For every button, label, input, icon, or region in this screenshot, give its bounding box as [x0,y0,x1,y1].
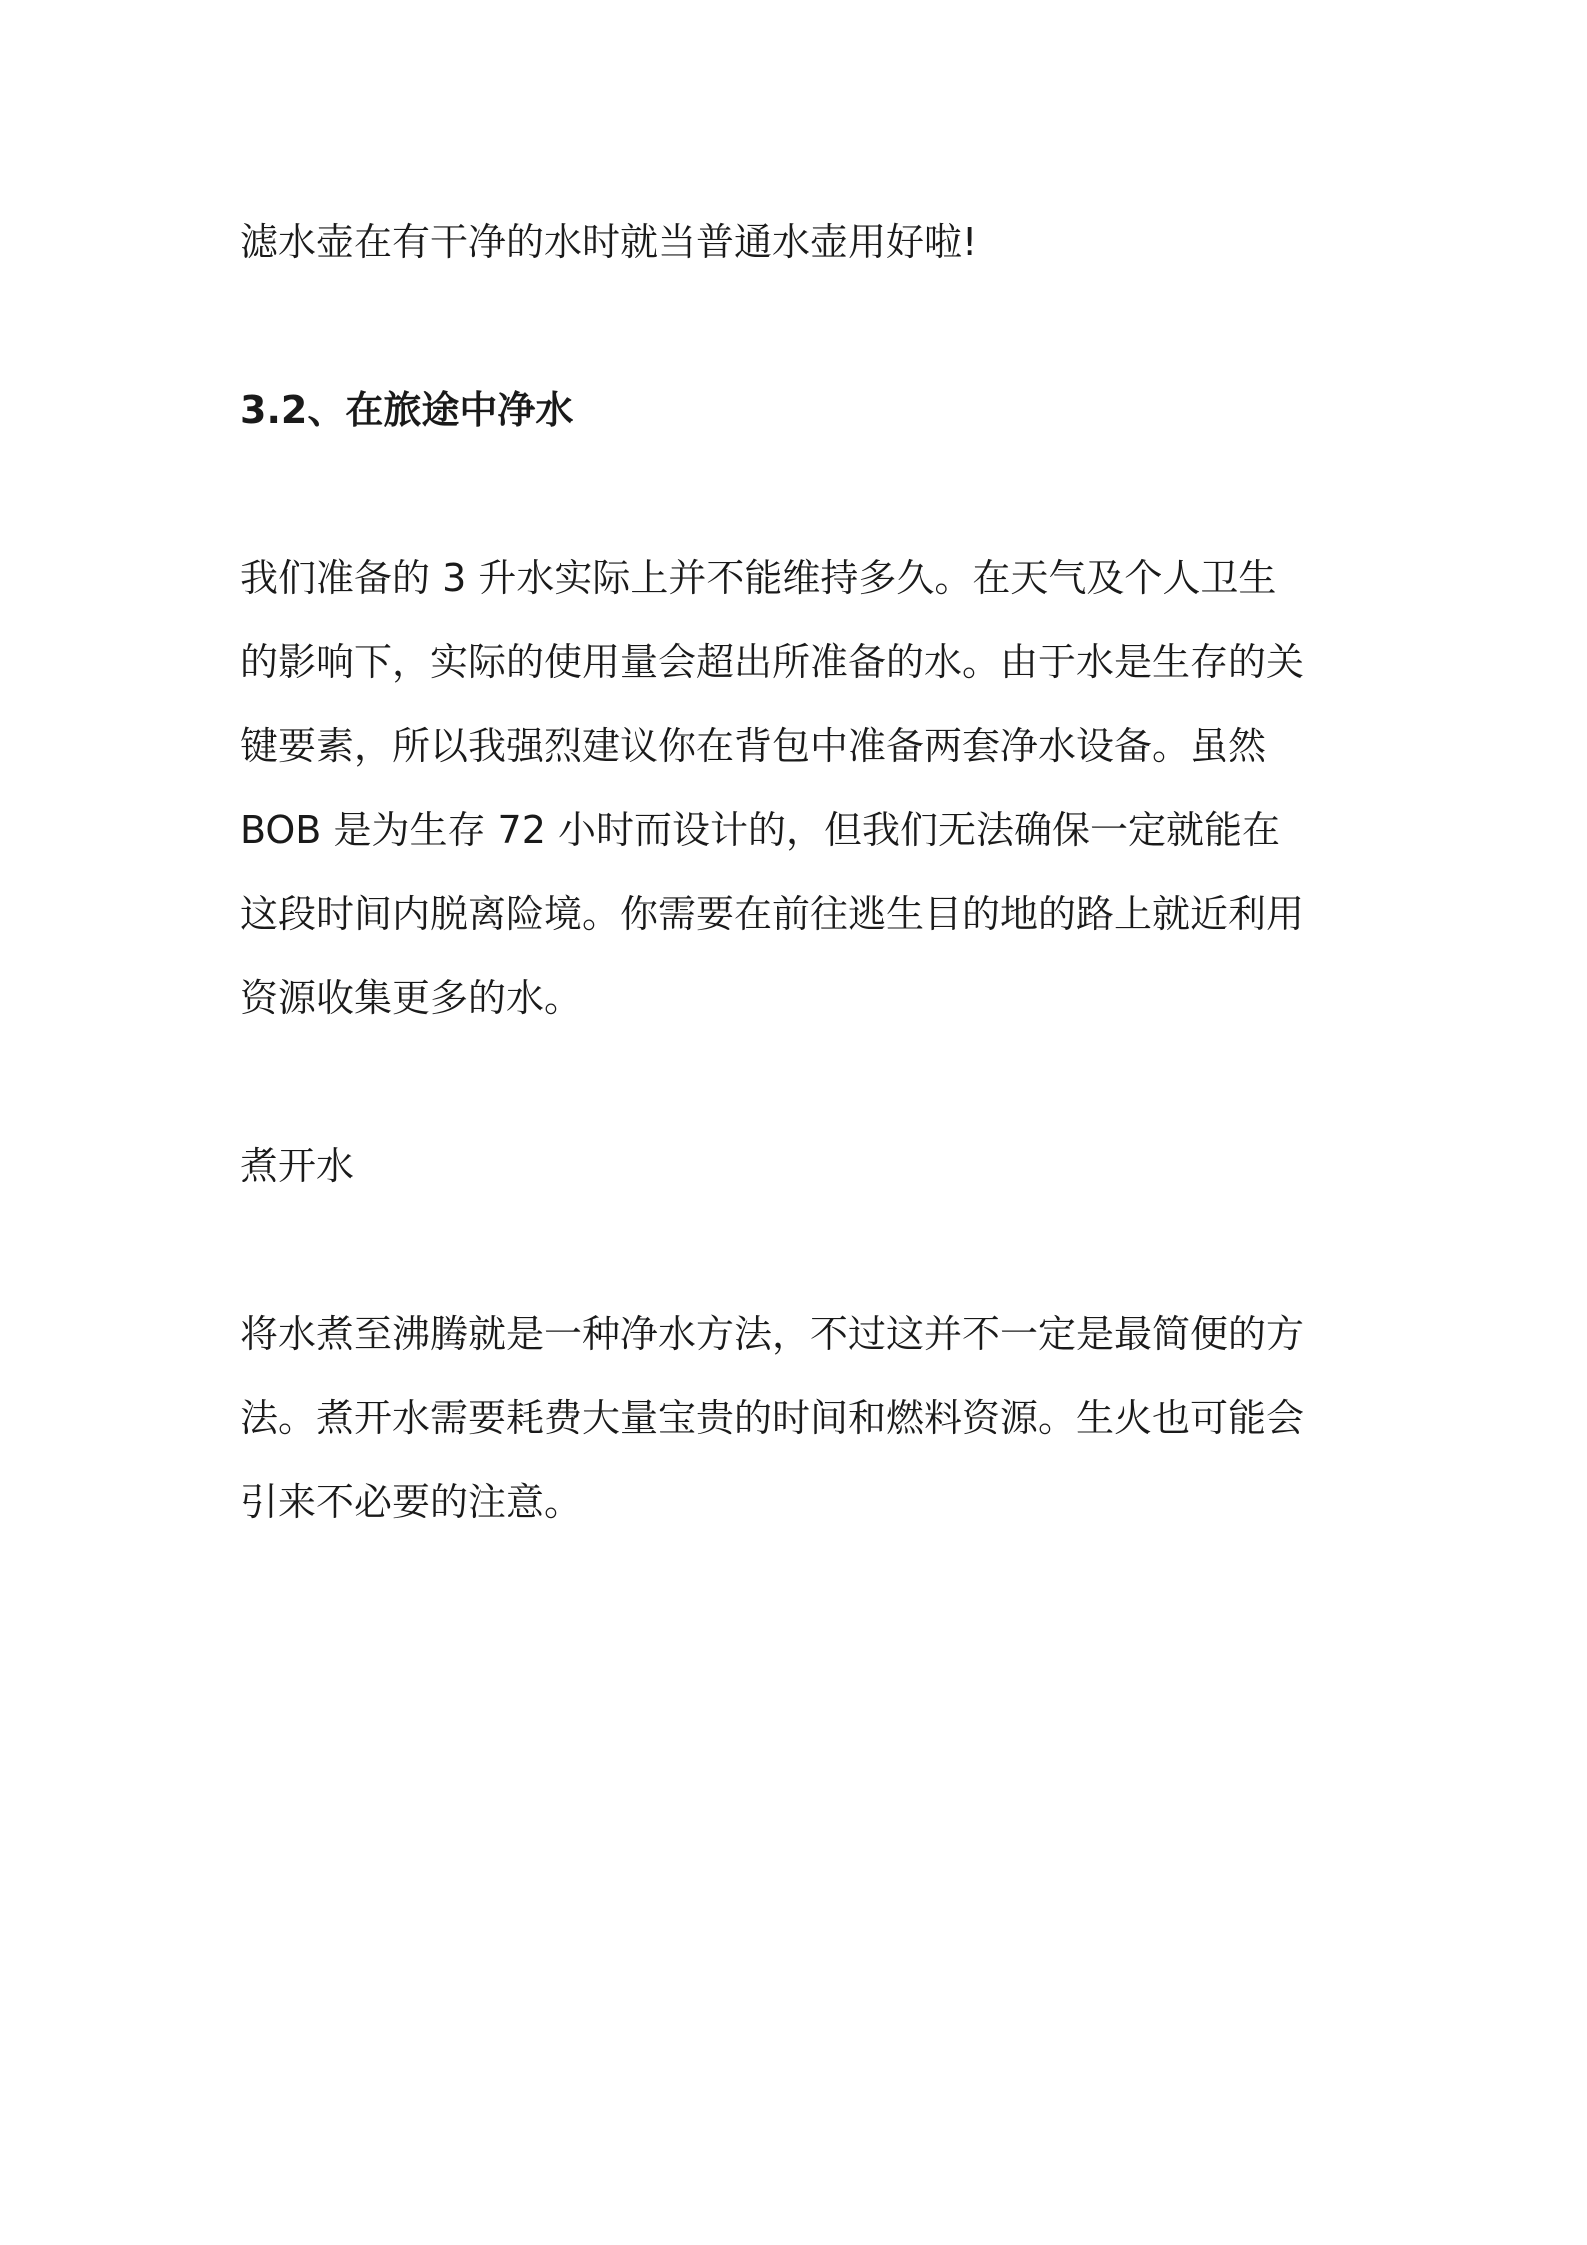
section-heading: 3.2、在旅途中净水 [240,388,574,432]
text-line: 引来不必要的注意。 [240,1480,583,1524]
spacer [240,284,1350,368]
subheading-boiling: 煮开水 [240,1144,355,1188]
text-line: 键要素，所以我强烈建议你在背包中准备两套净水设备。虽然 [240,724,1267,768]
text-line: BOB 是为生存 72 小时而设计的，但我们无法确保一定就能在 [240,808,1280,852]
text-line: 的影响下，实际的使用量会超出所准备的水。由于水是生存的关 [240,640,1305,684]
text-line: 这段时间内脱离险境。你需要在前往逃生目的地的路上就近利用 [240,892,1305,936]
text-line: 资源收集更多的水。 [240,976,583,1020]
spacer [240,452,1350,536]
text-line: 将水煮至沸腾就是一种净水方法，不过这并不一定是最简便的方 [240,1312,1305,1356]
paragraph-filter-kettle: 滤水壶在有干净的水时就当普通水壶用好啦! [240,220,978,264]
text-line: 法。煮开水需要耗费大量宝贵的时间和燃料资源。生火也可能会 [240,1396,1305,1440]
spacer [240,1040,1350,1124]
text-line: 我们准备的 3 升水实际上并不能维持多久。在天气及个人卫生 [240,556,1277,600]
document-body [240,200,1350,1544]
paragraph-water-supply [240,536,1350,1040]
paragraph-boiling [240,1292,1350,1544]
spacer [240,1208,1350,1292]
